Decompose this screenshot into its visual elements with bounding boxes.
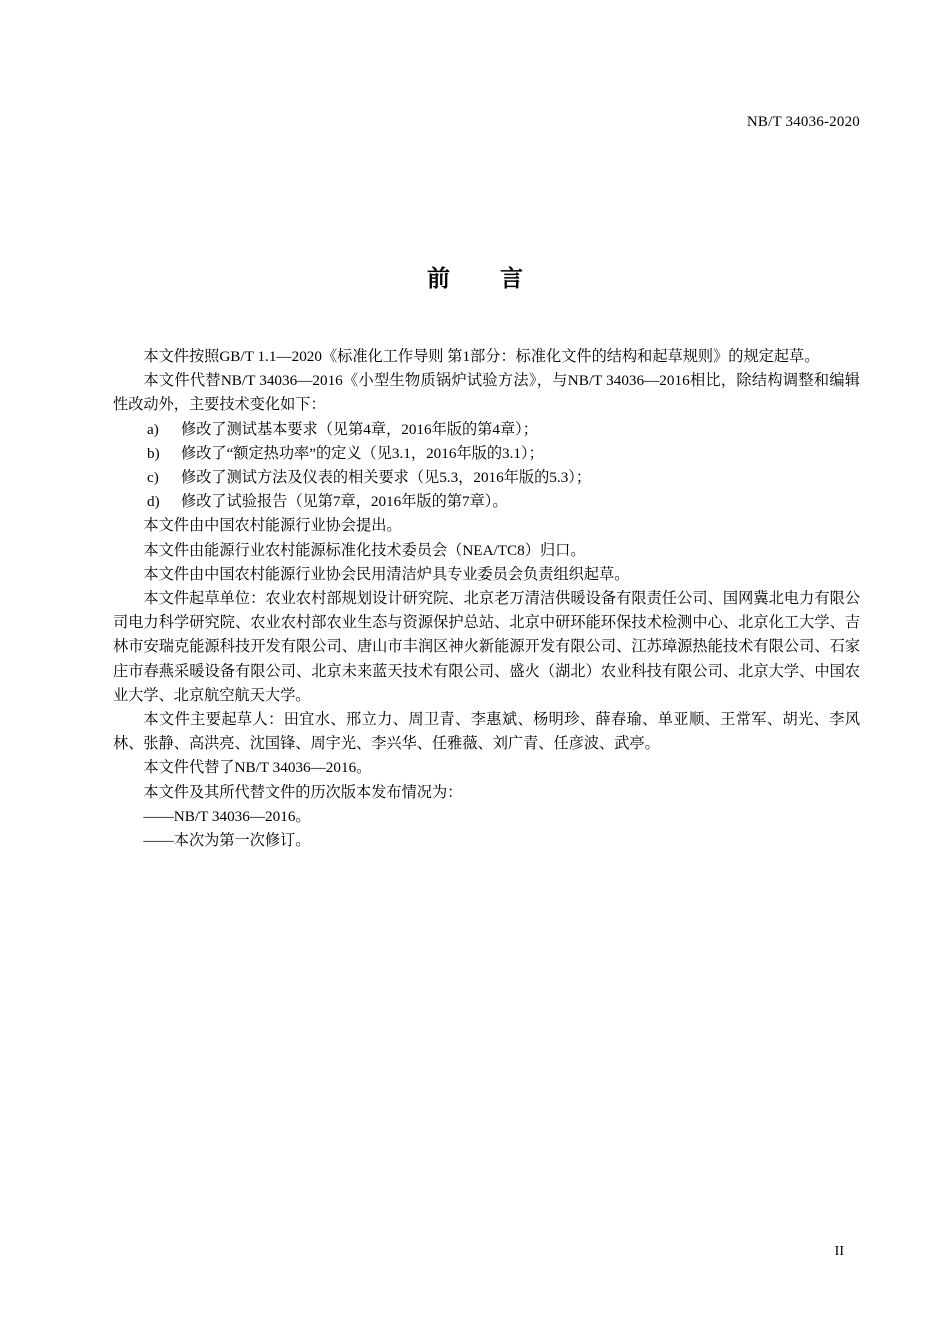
paragraph-supersedes: 本文件代替了NB/T 34036—2016。 xyxy=(143,759,372,777)
document-code: NB/T 34036-2020 xyxy=(746,114,860,130)
list-item-mark: c) xyxy=(147,469,159,487)
list-item xyxy=(113,442,860,466)
paragraph-organizer: 本文件由中国农村能源行业协会民用清洁炉具专业委员会负责组织起草。 xyxy=(143,565,630,583)
paragraph-technical-committee: 本文件由能源行业农村能源标准化技术委员会（NEA/TC8）归口。 xyxy=(143,541,586,559)
paragraph-proposer: 本文件由中国农村能源行业协会提出。 xyxy=(143,517,402,535)
page-number: II xyxy=(834,1244,844,1259)
list-item xyxy=(113,466,860,490)
list-item-mark: d) xyxy=(147,493,160,511)
page-title: 前言 xyxy=(427,266,573,292)
list-item-text: 修改了测试基本要求（见第4章，2016年版的第4章）； xyxy=(181,420,538,438)
paragraph-replacement: 本文件代替NB/T 34036—2016《小型生物质锅炉试验方法》，与NB/T 34036—2016相比，除结构调整和编辑性改动外，主要技术变化如下： xyxy=(113,372,860,414)
list-item-text: 修改了测试方法及仪表的相关要求（见5.3，2016年版的5.3）； xyxy=(181,469,592,487)
list-item-mark: b) xyxy=(147,444,160,462)
list-item xyxy=(113,490,860,514)
history-item: ——NB/T 34036—2016。 xyxy=(143,807,311,825)
list-item-text: 修改了试验报告（见第7章，2016年版的第7章）。 xyxy=(181,493,508,511)
document-body xyxy=(113,345,860,853)
list-item xyxy=(113,418,860,442)
list-item-text: 修改了“额定热功率”的定义（见3.1，2016年版的3.1）； xyxy=(181,444,544,462)
paragraph-drafting-rules: 本文件按照GB/T 1.1—2020《标准化工作导则 第1部分：标准化文件的结构和起草规则》的规定起草。 xyxy=(143,348,820,365)
list-item-mark: a) xyxy=(147,420,159,438)
paragraph-history-intro: 本文件及其所代替文件的历次版本发布情况为： xyxy=(143,783,463,801)
paragraph-drafting-units: 本文件起草单位：农业农村部规划设计研究院、北京老万清洁供暖设备有限责任公司、国网冀北电力有限公司电力科学研究院、农业农村部农业生态与资源保护总站、北京中研环能环保技术检测中心、北京化工大学、吉林市安瑞克能源科技开发有限公司、唐山市丰润区神火新能源开发有限公司、江苏璋源热能技术有限公司、石家庄市春燕采暖设备有限公司、北京未来蓝天技术有限公司、盛火（湖北）农业科技有限公司、北京大学、中国农业大学、北京航空航天大学。 xyxy=(113,590,860,704)
history-item: ——本次为第一次修订。 xyxy=(143,832,311,850)
paragraph-drafters: 本文件主要起草人：田宜水、邢立力、周卫青、李惠斌、杨明珍、薛春瑜、单亚顺、王常军、胡光、李风林、张静、高洪亮、沈国锋、周宇光、李兴华、任雅薇、刘广青、任彦波、武亭。 xyxy=(113,711,860,753)
